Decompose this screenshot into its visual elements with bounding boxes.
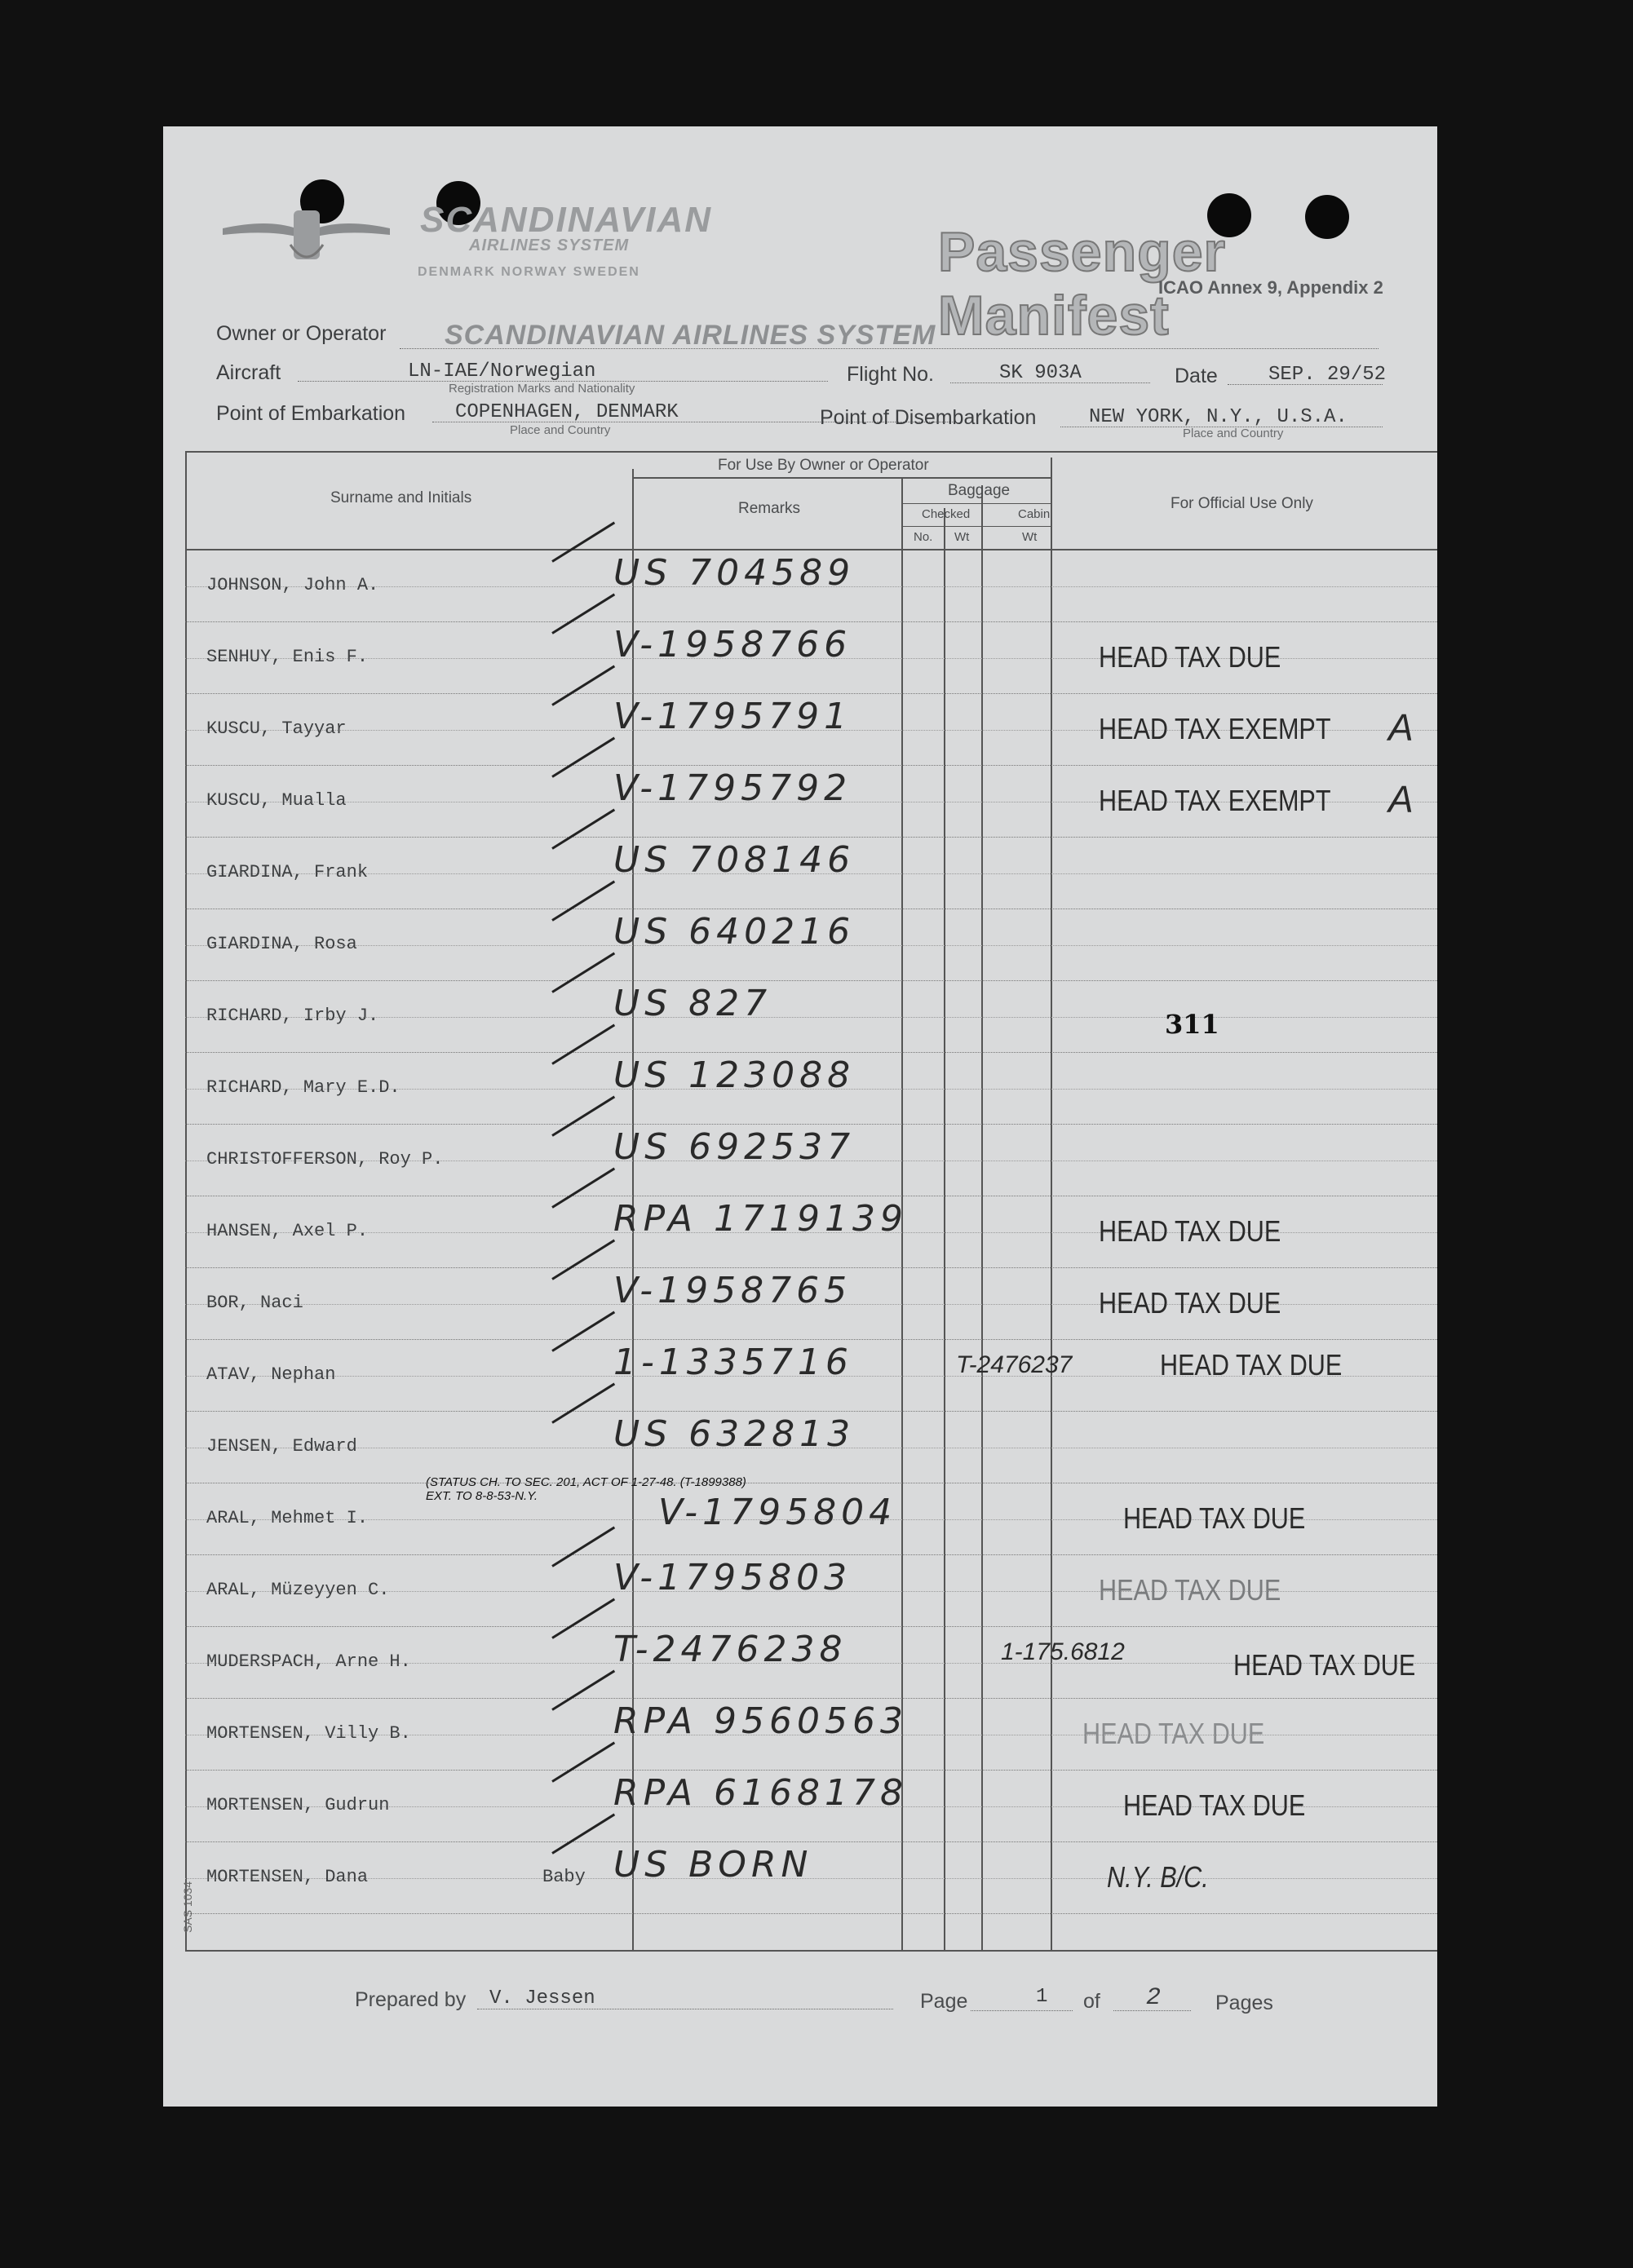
passenger-remark: US 704589 [613, 552, 856, 594]
official-note: HEAD TAX DUE [1233, 1648, 1416, 1682]
official-note: HEAD TAX EXEMPT [1099, 712, 1331, 745]
passenger-name: ATAV, Nephan [206, 1364, 336, 1385]
official-note: HEAD TAX DUE [1099, 1286, 1281, 1320]
page-subtitle: ICAO Annex 9, Appendix 2 [1158, 277, 1383, 298]
passenger-name: RICHARD, Irby J. [206, 1006, 379, 1026]
col-header-official: For Official Use Only [1171, 495, 1313, 512]
passenger-remark: US 632813 [613, 1413, 856, 1455]
col-header-owner-group: For Use By Owner or Operator [718, 457, 929, 474]
official-note: HEAD TAX DUE [1099, 640, 1281, 674]
date-label: Date [1175, 365, 1218, 387]
passenger-remark: RPA 6168178 [613, 1772, 908, 1814]
passenger-name: GIARDINA, Frank [206, 862, 369, 882]
passenger-name: MORTENSEN, Dana [206, 1867, 369, 1887]
disembarkation-value: NEW YORK, N.Y., U.S.A. [1089, 406, 1348, 428]
flight-underline [950, 382, 1150, 383]
passenger-name: SENHUY, Enis F. [206, 647, 369, 667]
table-row [185, 1475, 1437, 1555]
passenger-name: GIARDINA, Rosa [206, 934, 357, 954]
aircraft-underline [298, 381, 828, 382]
table-row [185, 1771, 1437, 1842]
manifest-number-stamp: 311 [1165, 1009, 1219, 1040]
disembarkation-caption: Place and Country [1183, 427, 1284, 440]
owner-underline [400, 348, 1379, 349]
table-row [185, 1053, 1437, 1125]
col-header-no: No. [914, 530, 933, 544]
embarkation-value: COPENHAGEN, DENMARK [455, 401, 679, 423]
page-title: Passenger Manifest [938, 221, 1226, 347]
table-row [185, 1412, 1437, 1483]
passenger-name: KUSCU, Tayyar [206, 718, 347, 739]
table-row [185, 909, 1437, 981]
page-label: Page [920, 1990, 968, 2013]
of-label: of [1083, 1990, 1100, 2013]
col-header-name: Surname and Initials [330, 489, 472, 506]
passenger-remark: V-1795804 [658, 1492, 897, 1533]
disembarkation-label: Point of Disembarkation [820, 406, 1037, 429]
embarkation-label: Point of Embarkation [216, 402, 406, 425]
table-top-border [185, 451, 1437, 453]
passenger-name: MORTENSEN, Villy B. [206, 1723, 411, 1744]
flight-value: SK 903A [999, 362, 1082, 384]
manifest-sheet [163, 126, 1437, 2107]
date-value: SEP. 29/52 [1268, 364, 1387, 386]
header-rule [901, 503, 1051, 504]
passenger-remark: V-1958765 [613, 1270, 852, 1311]
brand-subname: AIRLINES SYSTEM [469, 237, 630, 254]
owner-label: Owner or Operator [216, 322, 387, 345]
official-note: N.Y. B/C. [1107, 1860, 1209, 1894]
passenger-name: ARAL, Müzeyyen C. [206, 1580, 390, 1600]
prepared-by-label: Prepared by [355, 1988, 467, 2011]
official-note: HEAD TAX DUE [1123, 1788, 1306, 1822]
passenger-extra-remark: T-2476237 [956, 1351, 1073, 1378]
passenger-remark: US BORN [613, 1844, 813, 1886]
col-header-cabin-wt: Wt [1022, 530, 1038, 544]
col-header-checked: Checked [922, 507, 971, 521]
flight-label: Flight No. [847, 363, 934, 386]
airline-logo-icon [219, 204, 394, 269]
passenger-remark: V-1795791 [613, 696, 852, 737]
passenger-name: HANSEN, Axel P. [206, 1221, 369, 1241]
col-header-wt: Wt [954, 530, 970, 544]
total-pages: 2 [1146, 1984, 1162, 2012]
date-underline [1228, 384, 1383, 385]
passenger-name: MUDERSPACH, Arne H. [206, 1651, 411, 1672]
passenger-remark: US 640216 [613, 911, 856, 953]
table-row [185, 550, 1437, 622]
passenger-remark: V-1958766 [613, 624, 852, 665]
passenger-remark: US 123088 [613, 1054, 856, 1096]
passenger-remark: US 708146 [613, 839, 856, 881]
table-row [185, 1196, 1437, 1268]
passenger-name: JENSEN, Edward [206, 1436, 357, 1457]
col-header-cabin: Cabin [1018, 507, 1051, 521]
annotation-line: (STATUS CH. TO SEC. 201, ACT OF 1-27-48. (T-1899388) [426, 1475, 746, 1489]
passenger-remark: RPA 9560563 [613, 1700, 908, 1742]
col-header-baggage: Baggage [948, 482, 1011, 499]
owner-value: SCANDINAVIAN AIRLINES SYSTEM [445, 320, 936, 351]
table-row [185, 838, 1437, 909]
header-rule [901, 526, 1051, 527]
passenger-name: CHRISTOFFERSON, Roy P. [206, 1149, 444, 1169]
official-note: HEAD TAX DUE [1160, 1348, 1343, 1382]
col-header-remarks: Remarks [738, 500, 801, 517]
passenger-note: Baby [542, 1867, 586, 1887]
table-bottom-border [185, 1950, 1437, 1952]
passenger-name: KUSCU, Mualla [206, 790, 347, 811]
brand-countries: DENMARK NORWAY SWEDEN [418, 265, 640, 279]
passenger-remark: 1-1335716 [613, 1342, 853, 1383]
table-row [185, 766, 1437, 838]
passenger-remark: US 692537 [613, 1126, 856, 1168]
table-row [185, 1627, 1437, 1699]
aircraft-label: Aircraft [216, 361, 281, 384]
page-number: 1 [1036, 1986, 1048, 2008]
passenger-remark: T-2476238 [613, 1629, 847, 1670]
official-note: HEAD TAX EXEMPT [1099, 784, 1331, 817]
official-note: HEAD TAX DUE [1123, 1501, 1306, 1535]
annotation-line: EXT. TO 8-8-53-N.Y. [426, 1489, 538, 1503]
check-mark [551, 522, 615, 563]
table-row [185, 981, 1437, 1053]
page-underline [971, 2010, 1073, 2011]
official-note: HEAD TAX DUE [1099, 1573, 1281, 1607]
brand-name: SCANDINAVIAN [420, 200, 713, 240]
header-rule [632, 477, 1051, 479]
passenger-remark: V-1795792 [613, 767, 852, 809]
table-row [185, 1268, 1437, 1340]
passenger-remark: RPA 1719139 [613, 1198, 908, 1240]
embarkation-caption: Place and Country [510, 423, 611, 437]
table-row [185, 1125, 1437, 1196]
total-pages-underline [1113, 2010, 1191, 2011]
passenger-name: ARAL, Mehmet I. [206, 1508, 369, 1528]
table-row [185, 1555, 1437, 1627]
form-code: SAS 1034 [181, 1881, 194, 1933]
passenger-name: JOHNSON, John A. [206, 575, 379, 595]
passenger-remark: US 827 [613, 983, 772, 1024]
aircraft-value: LN-IAE/Norwegian [408, 360, 596, 382]
aircraft-caption: Registration Marks and Nationality [449, 382, 635, 396]
table-row [185, 1842, 1437, 1914]
passenger-name: MORTENSEN, Gudrun [206, 1795, 390, 1815]
table-row [185, 622, 1437, 694]
official-note: HEAD TAX DUE [1099, 1214, 1281, 1248]
prepared-by-value: V. Jessen [489, 1987, 595, 2009]
passenger-remark: V-1795803 [613, 1557, 852, 1598]
table-row [185, 1340, 1437, 1412]
passenger-name: RICHARD, Mary E.D. [206, 1077, 401, 1098]
pages-label: Pages [1215, 1992, 1273, 2014]
passenger-name: BOR, Naci [206, 1293, 303, 1313]
table-row [185, 694, 1437, 766]
official-note: HEAD TAX DUE [1082, 1717, 1265, 1750]
passenger-extra-remark: 1-175.6812 [1001, 1638, 1125, 1665]
table-row [185, 1699, 1437, 1771]
official-mark: A [1388, 778, 1414, 820]
official-mark: A [1388, 706, 1414, 749]
